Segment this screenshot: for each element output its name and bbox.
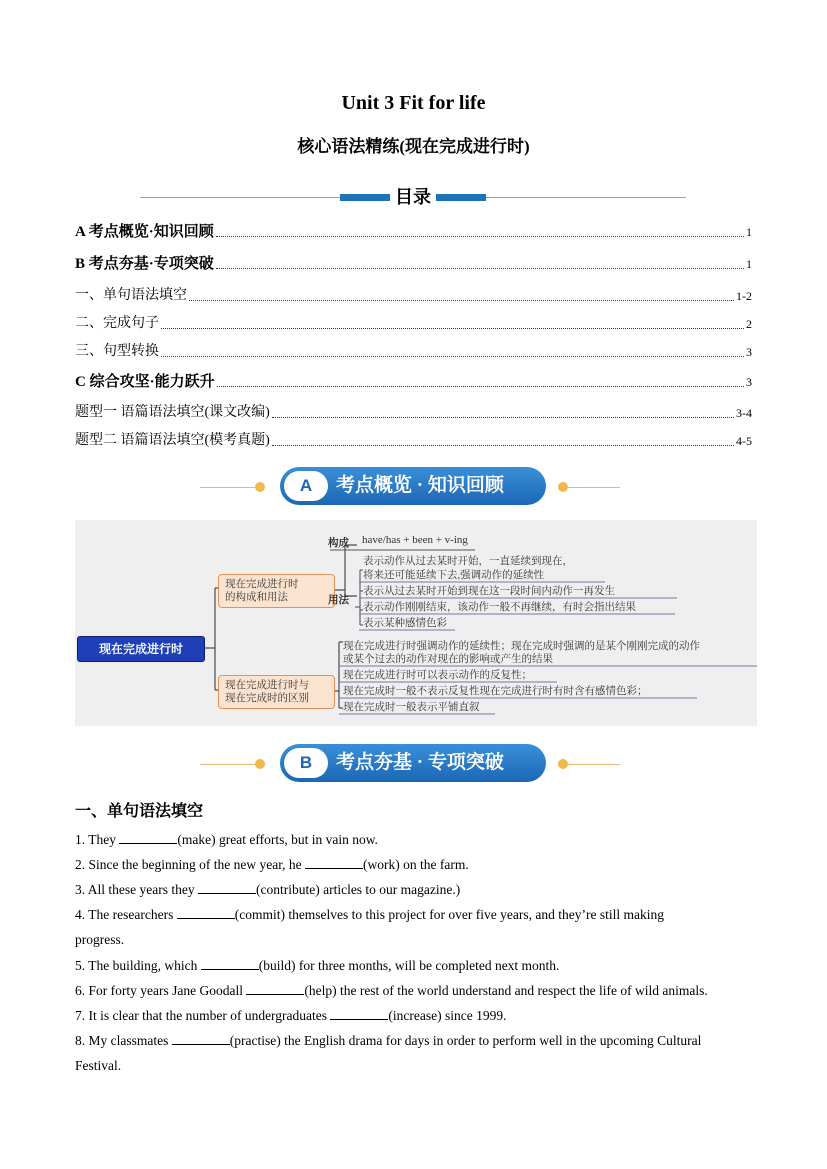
question-text: progress.	[75, 932, 125, 947]
section-heading: 一、单句语法填空	[75, 803, 204, 820]
toc-item[interactable]	[75, 404, 752, 422]
toc-leader	[217, 386, 744, 387]
toc-item-page: 3-4	[736, 406, 752, 420]
question-text: 5. The building, which	[75, 958, 201, 973]
branch-line: 的构成和用法	[225, 592, 288, 603]
document-subtitle: 核心语法精练(现在完成进行时)	[297, 137, 530, 156]
toc-item-text: 二、完成句子	[75, 316, 159, 331]
usage-item: 表示从过去某时开始到现在这一段时间内动作一再发生	[363, 586, 615, 597]
question-text: Festival.	[75, 1058, 122, 1073]
answer-blank[interactable]	[246, 981, 304, 995]
question-item	[75, 1003, 765, 1028]
difference-item: 现在完成进行时可以表示动作的反复性；	[343, 670, 532, 681]
difference-item: 现在完成时一般表示平铺直叙	[343, 702, 480, 713]
banner-line-right	[568, 487, 620, 488]
usage-item: 表示动作刚刚结束，该动作一般不再继续，有时会指出结果	[363, 602, 636, 613]
section-banner-b	[200, 744, 620, 784]
question-text: (increase) since 1999.	[388, 1008, 507, 1023]
answer-blank[interactable]	[177, 905, 235, 919]
toc-leader	[161, 356, 744, 357]
usage-item: 表示某种感情色彩	[363, 618, 447, 629]
banner-dot-right	[558, 482, 568, 492]
toc-item-text: 三、句型转换	[75, 344, 159, 359]
mindmap-branch-form-usage	[218, 574, 335, 608]
question-text: (help) the rest of the world understand and respect the life of wild animals.	[304, 983, 708, 998]
branch-line: 现在完成进行时	[225, 579, 299, 590]
toc-leader	[161, 328, 744, 329]
question-text: 7. It is clear that the number of undergraduates	[75, 1008, 331, 1023]
toc-leader	[189, 300, 734, 301]
question-text: 2. Since the beginning of the new year, he	[75, 857, 306, 872]
difference-item: 现在完成进行时强调动作的延续性；现在完成时强调的是某个刚刚完成的动作	[343, 641, 700, 652]
banner-dot-left	[255, 482, 265, 492]
answer-blank[interactable]	[198, 880, 256, 894]
toc-item[interactable]	[75, 343, 752, 361]
toc-item-page: 1	[746, 225, 752, 239]
question-text: (make) great efforts, but in vain now.	[177, 832, 378, 847]
banner-line-left	[200, 487, 255, 488]
toc-heading-label: 目录	[395, 187, 431, 207]
toc-item-page: 3	[746, 375, 752, 389]
banner-line-left	[200, 764, 255, 765]
toc-item[interactable]	[75, 315, 752, 333]
mindmap-root: 现在完成进行时	[77, 636, 205, 662]
toc-item-text: B 考点夯基·专项突破	[75, 256, 214, 272]
toc-leader	[216, 268, 744, 269]
toc-item-text: 题型一 语篇语法填空(课文改编)	[75, 405, 270, 420]
usage-item: 将来还可能延续下去,强调动作的延续性	[363, 570, 545, 581]
difference-item: 或某个过去的动作对现在的影响或产生的结果	[343, 654, 553, 665]
toc-item-page: 1	[746, 257, 752, 271]
grammar-mindmap	[75, 520, 757, 726]
toc-item-page: 3	[746, 345, 752, 359]
question-text: 4. The researchers	[75, 907, 177, 922]
toc-item-text: C 综合攻坚·能力跃升	[75, 374, 215, 390]
toc-item[interactable]	[75, 432, 752, 450]
toc-item[interactable]	[75, 287, 752, 305]
toc-item-text: 一、单句语法填空	[75, 288, 187, 303]
question-text: (build) for three months, will be completed next month.	[258, 958, 560, 973]
question-item	[75, 852, 765, 877]
difference-item: 现在完成时一般不表示反复性现在完成进行时有时含有感情色彩；	[343, 686, 648, 697]
question-text: (contribute) articles to our magazine.)	[255, 882, 461, 897]
toc-item-text: A 考点概览·知识回顾	[75, 224, 214, 240]
usage-item: 表示动作从过去某时开始，一直延续到现在，	[363, 556, 573, 567]
toc-item[interactable]	[75, 373, 752, 391]
toc-item[interactable]	[75, 255, 752, 273]
mindmap-branch-difference	[218, 675, 335, 709]
branch-line: 现在完成时的区别	[225, 693, 309, 704]
question-text: (work) on the farm.	[363, 857, 469, 872]
toc-item-page: 1-2	[736, 289, 752, 303]
question-text: (commit) themselves to this project for over five years, and they’re still making	[234, 907, 664, 922]
form-label: 构成	[328, 538, 349, 549]
answer-blank[interactable]	[119, 830, 177, 844]
answer-blank[interactable]	[172, 1031, 230, 1045]
question-text: 3. All these years they	[75, 882, 198, 897]
question-item	[75, 877, 765, 902]
toc-item-text: 题型二 语篇语法填空(模考真题)	[75, 433, 270, 448]
usage-label: 用法	[328, 595, 349, 606]
toc-leader	[216, 236, 744, 237]
toc-item-page: 2	[746, 317, 752, 331]
document-title: Unit 3 Fit for life	[341, 92, 486, 114]
banner-dot-left	[255, 759, 265, 769]
toc-leader	[272, 417, 734, 418]
question-text: (practise) the English drama for days in order to perform well in the upcoming Cultural	[229, 1033, 702, 1048]
question-text: 8. My classmates	[75, 1033, 172, 1048]
branch-line: 现在完成进行时与	[225, 680, 309, 691]
toc-item[interactable]	[75, 223, 752, 241]
question-text: 1. They	[75, 832, 120, 847]
answer-blank[interactable]	[201, 956, 259, 970]
answer-blank[interactable]	[330, 1006, 388, 1020]
question-item	[75, 978, 765, 1003]
banner-letter: A	[284, 471, 328, 501]
section-banner-a	[200, 467, 620, 507]
question-text: 6. For forty years Jane Goodall	[75, 983, 247, 998]
banner-text: 考点概览 · 知识回顾	[336, 475, 504, 496]
toc-heading	[140, 186, 686, 208]
question-item	[75, 902, 765, 952]
question-item	[75, 1028, 765, 1078]
banner-text: 考点夯基 · 专项突破	[336, 752, 504, 773]
toc-item-page: 4-5	[736, 434, 752, 448]
banner-dot-right	[558, 759, 568, 769]
answer-blank[interactable]	[305, 855, 363, 869]
banner-line-right	[568, 764, 620, 765]
toc-leader	[272, 445, 734, 446]
question-item	[75, 953, 765, 978]
question-item	[75, 827, 765, 852]
banner-letter: B	[284, 748, 328, 778]
form-value: have/has + been + v-ing	[362, 534, 468, 546]
